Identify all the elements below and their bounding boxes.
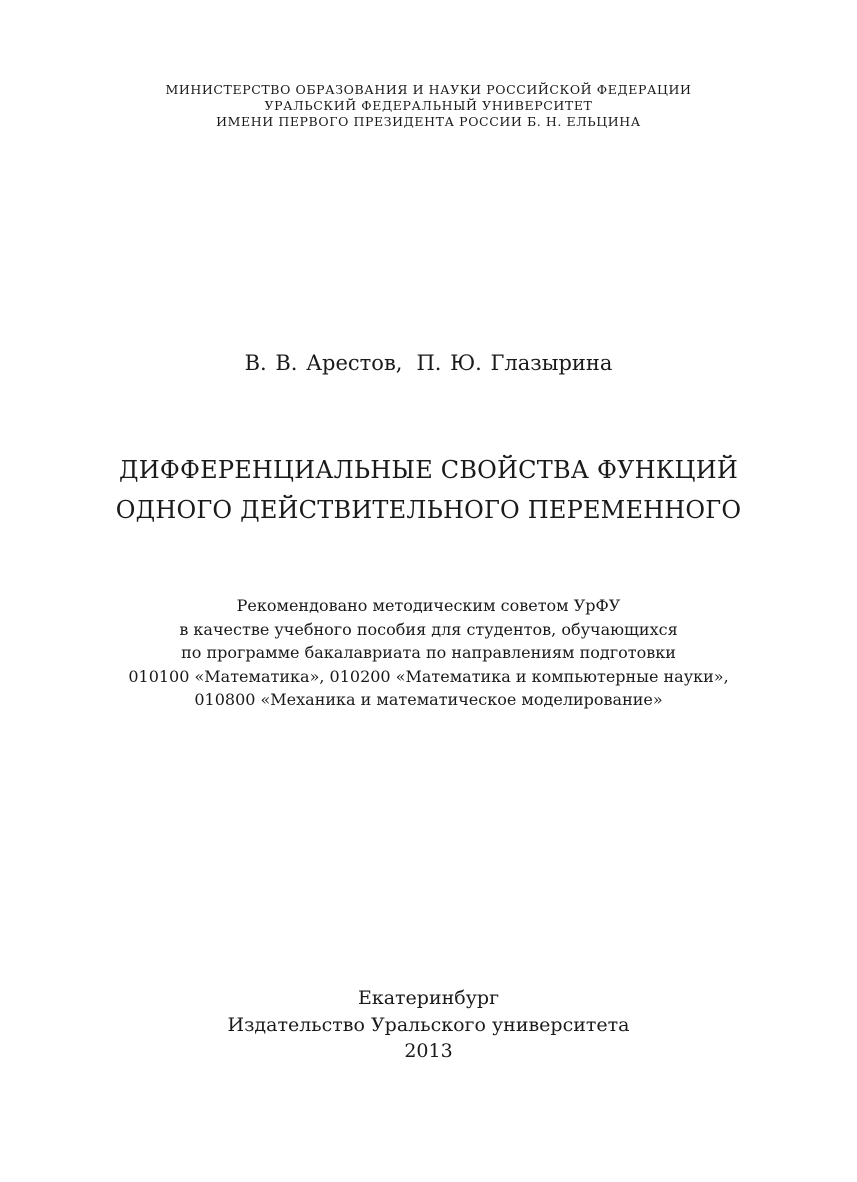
recommendation-line: в качестве учебного пособия для студентов, обучающихся bbox=[179, 619, 678, 639]
author-2: П. Ю. Глазырина bbox=[416, 351, 613, 375]
imprint bbox=[0, 985, 857, 1065]
imprint-publisher: Издательство Уральского университета bbox=[227, 1013, 630, 1036]
title-line-1: ДИФФЕРЕНЦИАЛЬНЫЕ СВОЙСТВА ФУНКЦИЙ bbox=[119, 456, 738, 484]
recommendation-line: Рекомендовано методическим советом УрФУ bbox=[236, 596, 621, 615]
university-name-line: ИМЕНИ ПЕРВОГО ПРЕЗИДЕНТА РОССИИ Б. Н. ЕЛЬЦИНА bbox=[216, 114, 641, 129]
recommendation-line: 010100 «Математика», 010200 «Математика и компьютерные науки», bbox=[128, 666, 729, 686]
ministry-line: МИНИСТЕРСТВО ОБРАЗОВАНИЯ И НАУКИ РОССИЙСКОЙ ФЕДЕРАЦИИ bbox=[165, 82, 692, 97]
imprint-year: 2013 bbox=[404, 1040, 453, 1062]
recommendation-line: по программе бакалавриата по направлениям подготовки bbox=[181, 643, 676, 662]
imprint-city: Екатеринбург bbox=[357, 987, 500, 1009]
authors bbox=[0, 349, 857, 377]
university-line: УРАЛЬСКИЙ ФЕДЕРАЛЬНЫЙ УНИВЕРСИТЕТ bbox=[264, 98, 593, 113]
book-title bbox=[0, 450, 857, 530]
ministry-header bbox=[0, 82, 857, 130]
recommendation-block bbox=[0, 594, 857, 712]
recommendation-line: 010800 «Механика и математическое моделирование» bbox=[194, 690, 663, 709]
author-1: В. В. Арестов, bbox=[244, 351, 403, 375]
title-line-2: ОДНОГО ДЕЙСТВИТЕЛЬНОГО ПЕРЕМЕННОГО bbox=[115, 496, 742, 524]
